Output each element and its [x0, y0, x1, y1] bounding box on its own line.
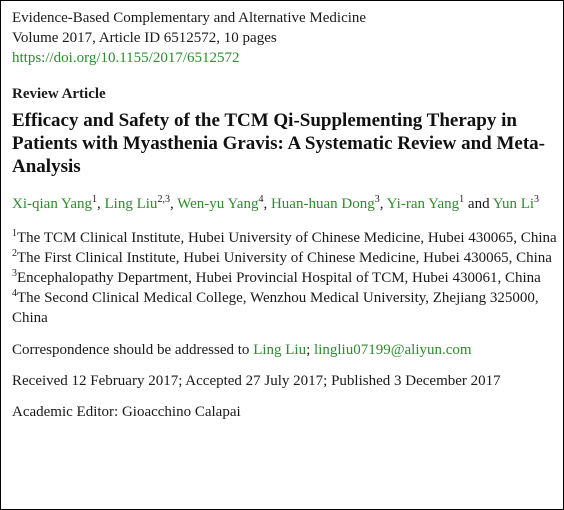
author-sep: , [263, 196, 271, 212]
article-header [12, 8, 557, 422]
affiliation-text: The First Clinical Institute, Hubei University of Chinese Medicine, Hubei 430065, China [17, 250, 552, 266]
author-sep: , [379, 196, 387, 212]
volume-line: Volume 2017, Article ID 6512572, 10 pages [12, 30, 277, 46]
affiliation-item [12, 248, 557, 268]
author-link[interactable]: Wen-yu Yang [177, 196, 259, 212]
correspondence [12, 340, 557, 360]
author-link[interactable]: Huan-huan Dong [270, 196, 375, 212]
author-sup: 2,3 [157, 194, 170, 205]
publication-dates: Received 12 February 2017; Accepted 27 July 2017; Published 3 December 2017 [12, 373, 501, 389]
affiliation-text: The TCM Clinical Institute, Hubei University of Chinese Medicine, Hubei 430065, China [17, 230, 557, 246]
correspondence-sep: ; [306, 342, 315, 358]
journal-name: Evidence-Based Complementary and Alternative Medicine [12, 10, 367, 26]
correspondence-author-link[interactable]: Ling Liu [253, 342, 307, 358]
author-list [12, 194, 557, 215]
article-title: Efficacy and Safety of the TCM Qi-Supplementing Therapy in Patients with Myasthenia Gravis: A Systematic Review and Meta-Analysis [12, 110, 545, 177]
affiliation-text: The Second Clinical Medical College, Wenzhou Medical University, Zhejiang 325000, China [12, 290, 539, 326]
affiliation-num: 2 [12, 248, 17, 259]
author-link[interactable]: Yun Li [492, 196, 535, 212]
affiliation-text: Encephalopathy Department, Hubei Provincial Hospital of TCM, Hubei 430061, China [17, 270, 541, 286]
affiliation-list [12, 228, 557, 328]
affiliation-num: 3 [12, 268, 17, 279]
affiliation-num: 1 [12, 228, 17, 239]
author-sup: 1 [459, 194, 465, 205]
author-sep: , [97, 196, 105, 212]
affiliation-num: 4 [12, 288, 17, 299]
article-type: Review Article [12, 86, 106, 102]
author-sup: 3 [534, 194, 540, 205]
correspondence-prefix: Correspondence should be addressed to [12, 342, 254, 358]
doi-link[interactable]: https://doi.org/10.1155/2017/6512572 [12, 50, 240, 66]
author-sep: , [169, 196, 178, 212]
affiliation-item [12, 268, 557, 288]
academic-editor: Academic Editor: Gioacchino Calapai [12, 404, 241, 420]
author-link[interactable]: Xi-qian Yang [12, 196, 93, 212]
affiliation-item [12, 288, 557, 328]
author-sup: 1 [92, 194, 98, 205]
author-sup: 4 [258, 194, 264, 205]
correspondence-email-link[interactable]: lingliu07199@aliyun.com [314, 342, 472, 358]
author-link[interactable]: Ling Liu [104, 196, 158, 212]
affiliation-item [12, 228, 557, 248]
author-sup: 3 [374, 194, 380, 205]
author-link[interactable]: Yi-ran Yang [386, 196, 460, 212]
authors-and: and [467, 196, 490, 212]
